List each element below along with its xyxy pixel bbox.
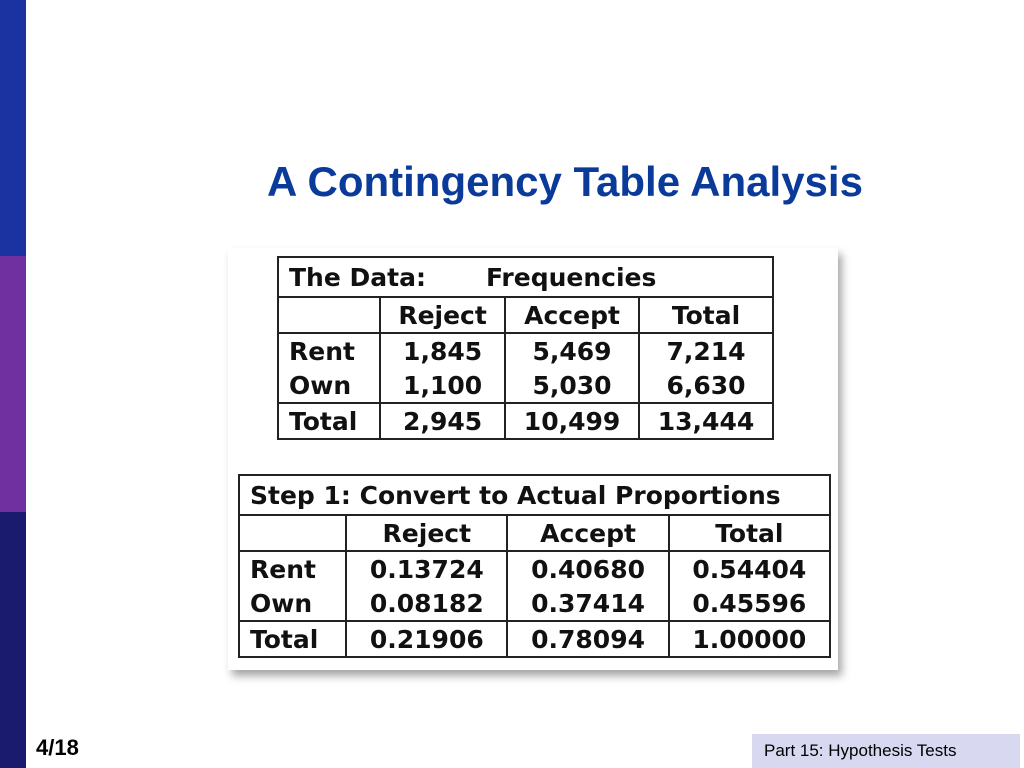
table-cell: 5,469 [505, 333, 639, 368]
table-cell: 5,030 [505, 368, 639, 403]
table-cell: 10,499 [505, 403, 639, 439]
sidebar-band-bottom [0, 512, 26, 768]
sidebar-band-middle [0, 256, 26, 512]
slide-title: A Contingency Table Analysis [267, 158, 863, 205]
table-cell: 1,100 [380, 368, 505, 403]
table-figure [228, 248, 838, 670]
frequency-table-header [278, 257, 773, 297]
column-header-total: Total [639, 297, 773, 333]
column-header-reject: Reject [380, 297, 505, 333]
footer-label: Part 15: Hypothesis Tests [752, 734, 1020, 768]
proportion-table-header: Step 1: Convert to Actual Proportions [239, 475, 830, 515]
table-cell: 0.37414 [507, 586, 668, 621]
row-label-total: Total [278, 403, 380, 439]
page-number: 4/18 [36, 735, 79, 760]
row-label-total: Total [239, 621, 346, 657]
table-cell: 0.08182 [346, 586, 507, 621]
column-header-accept: Accept [507, 515, 668, 551]
table-cell: 0.21906 [346, 621, 507, 657]
frequency-table [277, 256, 774, 440]
table-cell: 0.13724 [346, 551, 507, 586]
frequency-table-header-right: Frequencies [485, 262, 657, 292]
corner-cell [278, 297, 380, 333]
sidebar-color-band [0, 0, 26, 768]
table-cell: 13,444 [639, 403, 773, 439]
column-header-reject: Reject [346, 515, 507, 551]
row-label-rent: Rent [239, 551, 346, 586]
column-header-total: Total [669, 515, 830, 551]
row-label-rent: Rent [278, 333, 380, 368]
row-label-own: Own [278, 368, 380, 403]
frequency-table-header-left: The Data: [289, 262, 426, 292]
table-cell: 1.00000 [669, 621, 830, 657]
table-cell: 1,845 [380, 333, 505, 368]
corner-cell [239, 515, 346, 551]
table-cell: 0.54404 [669, 551, 830, 586]
table-cell: 0.45596 [669, 586, 830, 621]
table-cell: 0.78094 [507, 621, 668, 657]
table-cell: 7,214 [639, 333, 773, 368]
sidebar-band-top [0, 0, 26, 256]
table-cell: 0.40680 [507, 551, 668, 586]
proportion-table [238, 474, 831, 658]
table-cell: 6,630 [639, 368, 773, 403]
table-cell: 2,945 [380, 403, 505, 439]
column-header-accept: Accept [505, 297, 639, 333]
row-label-own: Own [239, 586, 346, 621]
